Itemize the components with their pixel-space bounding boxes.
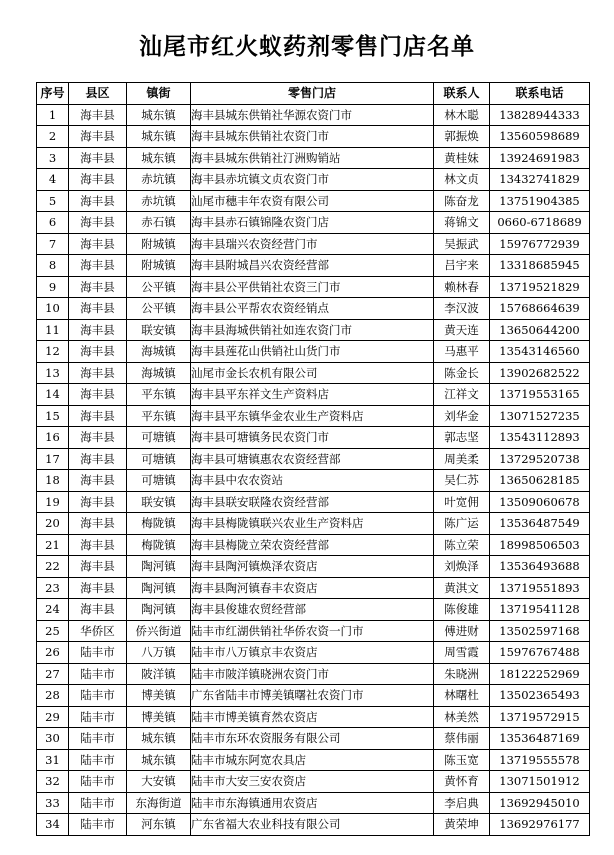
phone-cell: 13432741829 — [490, 169, 590, 191]
phone-cell: 13536493688 — [490, 556, 590, 578]
row-number: 4 — [37, 169, 69, 191]
contact-cell: 朱晓洲 — [434, 663, 490, 685]
store-name-cell: 海丰县瑞兴农资经营门市 — [191, 233, 434, 255]
town-cell: 附城镇 — [127, 233, 191, 255]
store-name-cell: 海丰县陶河镇春丰农资店 — [191, 577, 434, 599]
row-number: 30 — [37, 728, 69, 750]
row-number: 9 — [37, 276, 69, 298]
row-number: 21 — [37, 534, 69, 556]
county-cell: 海丰县 — [69, 362, 127, 384]
contact-cell: 蒋锦文 — [434, 212, 490, 234]
town-cell: 侨兴街道 — [127, 620, 191, 642]
town-cell: 赤坑镇 — [127, 169, 191, 191]
table-row — [37, 491, 590, 513]
store-name-cell: 海丰县梅陇立荣农资经营部 — [191, 534, 434, 556]
row-number: 33 — [37, 792, 69, 814]
table-header-row — [37, 83, 590, 105]
contact-cell: 周雪霞 — [434, 642, 490, 664]
town-cell: 城东镇 — [127, 126, 191, 148]
town-cell: 赤坑镇 — [127, 190, 191, 212]
header-county: 县区 — [69, 83, 127, 105]
row-number: 14 — [37, 384, 69, 406]
phone-cell: 13751904385 — [490, 190, 590, 212]
contact-cell: 黄桂妹 — [434, 147, 490, 169]
table-row — [37, 104, 590, 126]
phone-cell: 15768664639 — [490, 298, 590, 320]
row-number: 15 — [37, 405, 69, 427]
phone-cell: 13502365493 — [490, 685, 590, 707]
row-number: 6 — [37, 212, 69, 234]
row-number: 12 — [37, 341, 69, 363]
store-name-cell: 海丰县城东供销社农资门市 — [191, 126, 434, 148]
county-cell: 海丰县 — [69, 384, 127, 406]
county-cell: 海丰县 — [69, 190, 127, 212]
store-name-cell: 海丰县赤石镇锦隆农资门店 — [191, 212, 434, 234]
row-number: 25 — [37, 620, 69, 642]
store-name-cell: 海丰县赤坑镇文贞农资门市 — [191, 169, 434, 191]
town-cell: 河东镇 — [127, 814, 191, 836]
phone-cell: 13650628185 — [490, 470, 590, 492]
table-row — [37, 212, 590, 234]
phone-cell: 13543146560 — [490, 341, 590, 363]
store-name-cell: 陆丰市红湖供销社华侨农资一门市 — [191, 620, 434, 642]
table-row — [37, 706, 590, 728]
table-row — [37, 255, 590, 277]
store-name-cell: 海丰县平东祥文生产资料店 — [191, 384, 434, 406]
row-number: 26 — [37, 642, 69, 664]
store-name-cell: 陆丰市陂洋镇晓洲农资门市 — [191, 663, 434, 685]
row-number: 1 — [37, 104, 69, 126]
header-town: 镇街 — [127, 83, 191, 105]
contact-cell: 林曙杜 — [434, 685, 490, 707]
town-cell: 可塘镇 — [127, 448, 191, 470]
town-cell: 梅陇镇 — [127, 534, 191, 556]
county-cell: 海丰县 — [69, 448, 127, 470]
header-contact: 联系人 — [434, 83, 490, 105]
store-name-cell: 陆丰市东海镇通用农资店 — [191, 792, 434, 814]
phone-cell: 15976767488 — [490, 642, 590, 664]
contact-cell: 陈立荣 — [434, 534, 490, 556]
contact-cell: 傅进财 — [434, 620, 490, 642]
row-number: 19 — [37, 491, 69, 513]
store-name-cell: 海丰县海城供销社如连农资门市 — [191, 319, 434, 341]
county-cell: 海丰县 — [69, 470, 127, 492]
table-row — [37, 169, 590, 191]
county-cell: 陆丰市 — [69, 642, 127, 664]
county-cell: 海丰县 — [69, 427, 127, 449]
town-cell: 平东镇 — [127, 405, 191, 427]
phone-cell: 13828944333 — [490, 104, 590, 126]
county-cell: 陆丰市 — [69, 792, 127, 814]
store-name-cell: 海丰县公平帮农农资经销点 — [191, 298, 434, 320]
store-name-cell: 陆丰市东环农资服务有限公司 — [191, 728, 434, 750]
county-cell: 海丰县 — [69, 491, 127, 513]
county-cell: 华侨区 — [69, 620, 127, 642]
row-number: 23 — [37, 577, 69, 599]
store-name-cell: 海丰县中农农资站 — [191, 470, 434, 492]
store-name-cell: 海丰县梅陇镇联兴农业生产资料店 — [191, 513, 434, 535]
town-cell: 海城镇 — [127, 362, 191, 384]
county-cell: 海丰县 — [69, 255, 127, 277]
county-cell: 陆丰市 — [69, 771, 127, 793]
store-name-cell: 广东省福大农业科技有限公司 — [191, 814, 434, 836]
county-cell: 海丰县 — [69, 212, 127, 234]
row-number: 18 — [37, 470, 69, 492]
table-row — [37, 728, 590, 750]
county-cell: 海丰县 — [69, 341, 127, 363]
county-cell: 海丰县 — [69, 276, 127, 298]
store-name-cell: 陆丰市大安三安农资店 — [191, 771, 434, 793]
phone-cell: 13543112893 — [490, 427, 590, 449]
town-cell: 可塘镇 — [127, 427, 191, 449]
table-row — [37, 126, 590, 148]
row-number: 10 — [37, 298, 69, 320]
contact-cell: 林美然 — [434, 706, 490, 728]
contact-cell: 陈奋龙 — [434, 190, 490, 212]
county-cell: 海丰县 — [69, 298, 127, 320]
table-row — [37, 384, 590, 406]
phone-cell: 13318685945 — [490, 255, 590, 277]
contact-cell: 林木聪 — [434, 104, 490, 126]
contact-cell: 林文贞 — [434, 169, 490, 191]
contact-cell: 郭振焕 — [434, 126, 490, 148]
town-cell: 东海街道 — [127, 792, 191, 814]
contact-cell: 黄荣坤 — [434, 814, 490, 836]
county-cell: 海丰县 — [69, 599, 127, 621]
store-name-cell: 海丰县公平供销社农资三门市 — [191, 276, 434, 298]
phone-cell: 13071501912 — [490, 771, 590, 793]
phone-cell: 13729520738 — [490, 448, 590, 470]
table-row — [37, 298, 590, 320]
store-table — [36, 82, 590, 836]
town-cell: 公平镇 — [127, 298, 191, 320]
county-cell: 陆丰市 — [69, 749, 127, 771]
town-cell: 联安镇 — [127, 319, 191, 341]
store-name-cell: 汕尾市金长农机有限公司 — [191, 362, 434, 384]
phone-cell: 13719541128 — [490, 599, 590, 621]
header-no: 序号 — [37, 83, 69, 105]
store-name-cell: 海丰县城东供销社汀洲购销站 — [191, 147, 434, 169]
town-cell: 城东镇 — [127, 147, 191, 169]
table-row — [37, 319, 590, 341]
contact-cell: 吕宇来 — [434, 255, 490, 277]
town-cell: 海城镇 — [127, 341, 191, 363]
contact-cell: 蔡伟丽 — [434, 728, 490, 750]
store-name-cell: 海丰县联安联隆农资经营部 — [191, 491, 434, 513]
table-row — [37, 642, 590, 664]
county-cell: 海丰县 — [69, 126, 127, 148]
row-number: 3 — [37, 147, 69, 169]
town-cell: 博美镇 — [127, 706, 191, 728]
town-cell: 公平镇 — [127, 276, 191, 298]
county-cell: 陆丰市 — [69, 706, 127, 728]
phone-cell: 13502597168 — [490, 620, 590, 642]
phone-cell: 13692976177 — [490, 814, 590, 836]
phone-cell: 13719572915 — [490, 706, 590, 728]
phone-cell: 13650644200 — [490, 319, 590, 341]
county-cell: 海丰县 — [69, 534, 127, 556]
contact-cell: 陈俊雄 — [434, 599, 490, 621]
header-phone: 联系电话 — [490, 83, 590, 105]
town-cell: 梅陇镇 — [127, 513, 191, 535]
contact-cell: 周美柔 — [434, 448, 490, 470]
county-cell: 海丰县 — [69, 319, 127, 341]
county-cell: 海丰县 — [69, 556, 127, 578]
contact-cell: 吴仁苏 — [434, 470, 490, 492]
store-name-cell: 海丰县莲花山供销社山货门市 — [191, 341, 434, 363]
store-name-cell: 海丰县陶河镇焕泽农资店 — [191, 556, 434, 578]
row-number: 8 — [37, 255, 69, 277]
table-row — [37, 513, 590, 535]
county-cell: 陆丰市 — [69, 814, 127, 836]
town-cell: 可塘镇 — [127, 470, 191, 492]
contact-cell: 刘焕泽 — [434, 556, 490, 578]
county-cell: 海丰县 — [69, 233, 127, 255]
table-row — [37, 147, 590, 169]
row-number: 22 — [37, 556, 69, 578]
town-cell: 城东镇 — [127, 728, 191, 750]
table-row — [37, 599, 590, 621]
county-cell: 海丰县 — [69, 147, 127, 169]
row-number: 32 — [37, 771, 69, 793]
phone-cell: 13509060678 — [490, 491, 590, 513]
contact-cell: 赖林春 — [434, 276, 490, 298]
contact-cell: 吴振武 — [434, 233, 490, 255]
row-number: 28 — [37, 685, 69, 707]
store-name-cell: 广东省陆丰市博美镇曙社农资门市 — [191, 685, 434, 707]
row-number: 5 — [37, 190, 69, 212]
table-row — [37, 276, 590, 298]
store-name-cell: 陆丰市城东阿宽农具店 — [191, 749, 434, 771]
row-number: 16 — [37, 427, 69, 449]
row-number: 24 — [37, 599, 69, 621]
contact-cell: 陈广运 — [434, 513, 490, 535]
phone-cell: 15976772939 — [490, 233, 590, 255]
town-cell: 陶河镇 — [127, 577, 191, 599]
phone-cell: 13719555578 — [490, 749, 590, 771]
row-number: 20 — [37, 513, 69, 535]
town-cell: 博美镇 — [127, 685, 191, 707]
phone-cell: 13692945010 — [490, 792, 590, 814]
row-number: 17 — [37, 448, 69, 470]
row-number: 34 — [37, 814, 69, 836]
row-number: 7 — [37, 233, 69, 255]
phone-cell: 0660-6718689 — [490, 212, 590, 234]
phone-cell: 13560598689 — [490, 126, 590, 148]
phone-cell: 18122252969 — [490, 663, 590, 685]
table-row — [37, 405, 590, 427]
phone-cell: 13071527235 — [490, 405, 590, 427]
town-cell: 陂洋镇 — [127, 663, 191, 685]
contact-cell: 李启典 — [434, 792, 490, 814]
row-number: 2 — [37, 126, 69, 148]
table-row — [37, 577, 590, 599]
table-row — [37, 663, 590, 685]
phone-cell: 18998506503 — [490, 534, 590, 556]
row-number: 31 — [37, 749, 69, 771]
table-row — [37, 749, 590, 771]
contact-cell: 马惠平 — [434, 341, 490, 363]
phone-cell: 13719521829 — [490, 276, 590, 298]
table-row — [37, 792, 590, 814]
town-cell: 八万镇 — [127, 642, 191, 664]
contact-cell: 黄淇文 — [434, 577, 490, 599]
row-number: 11 — [37, 319, 69, 341]
store-name-cell: 海丰县平东镇华金农业生产资料店 — [191, 405, 434, 427]
county-cell: 陆丰市 — [69, 685, 127, 707]
town-cell: 陶河镇 — [127, 556, 191, 578]
table-row — [37, 427, 590, 449]
table-row — [37, 362, 590, 384]
county-cell: 海丰县 — [69, 513, 127, 535]
table-body — [37, 104, 590, 835]
store-name-cell: 陆丰市八万镇京丰农资店 — [191, 642, 434, 664]
table-row — [37, 233, 590, 255]
phone-cell: 13536487549 — [490, 513, 590, 535]
store-name-cell: 海丰县城东供销社华源农资门市 — [191, 104, 434, 126]
county-cell: 海丰县 — [69, 577, 127, 599]
contact-cell: 陈玉宽 — [434, 749, 490, 771]
county-cell: 海丰县 — [69, 405, 127, 427]
store-name-cell: 陆丰市博美镇育然农资店 — [191, 706, 434, 728]
town-cell: 大安镇 — [127, 771, 191, 793]
contact-cell: 黄怀育 — [434, 771, 490, 793]
table-row — [37, 814, 590, 836]
table-row — [37, 620, 590, 642]
row-number: 29 — [37, 706, 69, 728]
town-cell: 联安镇 — [127, 491, 191, 513]
county-cell: 海丰县 — [69, 169, 127, 191]
table-row — [37, 771, 590, 793]
phone-cell: 13536487169 — [490, 728, 590, 750]
page-title: 汕尾市红火蚁药剂零售门店名单 — [139, 34, 475, 60]
table-row — [37, 556, 590, 578]
phone-cell: 13719553165 — [490, 384, 590, 406]
contact-cell: 刘华金 — [434, 405, 490, 427]
contact-cell: 李汉波 — [434, 298, 490, 320]
town-cell: 城东镇 — [127, 749, 191, 771]
town-cell: 赤石镇 — [127, 212, 191, 234]
table-row — [37, 190, 590, 212]
town-cell: 城东镇 — [127, 104, 191, 126]
table-row — [37, 470, 590, 492]
contact-cell: 陈金长 — [434, 362, 490, 384]
table-row — [37, 341, 590, 363]
county-cell: 海丰县 — [69, 104, 127, 126]
row-number: 13 — [37, 362, 69, 384]
header-store: 零售门店 — [191, 83, 434, 105]
town-cell: 陶河镇 — [127, 599, 191, 621]
county-cell: 陆丰市 — [69, 663, 127, 685]
phone-cell: 13719551893 — [490, 577, 590, 599]
table-row — [37, 685, 590, 707]
store-name-cell: 海丰县俊雄农贸经营部 — [191, 599, 434, 621]
county-cell: 陆丰市 — [69, 728, 127, 750]
contact-cell: 郭志坚 — [434, 427, 490, 449]
town-cell: 平东镇 — [127, 384, 191, 406]
store-name-cell: 海丰县可塘镇务民农资门市 — [191, 427, 434, 449]
store-name-cell: 海丰县附城昌兴农资经营部 — [191, 255, 434, 277]
contact-cell: 黄天连 — [434, 319, 490, 341]
store-name-cell: 海丰县可塘镇惠农农资经营部 — [191, 448, 434, 470]
contact-cell: 叶宽佣 — [434, 491, 490, 513]
contact-cell: 江祥文 — [434, 384, 490, 406]
town-cell: 附城镇 — [127, 255, 191, 277]
row-number: 27 — [37, 663, 69, 685]
phone-cell: 13924691983 — [490, 147, 590, 169]
store-name-cell: 汕尾市穗丰年农资有限公司 — [191, 190, 434, 212]
table-row — [37, 448, 590, 470]
table-row — [37, 534, 590, 556]
phone-cell: 13902682522 — [490, 362, 590, 384]
